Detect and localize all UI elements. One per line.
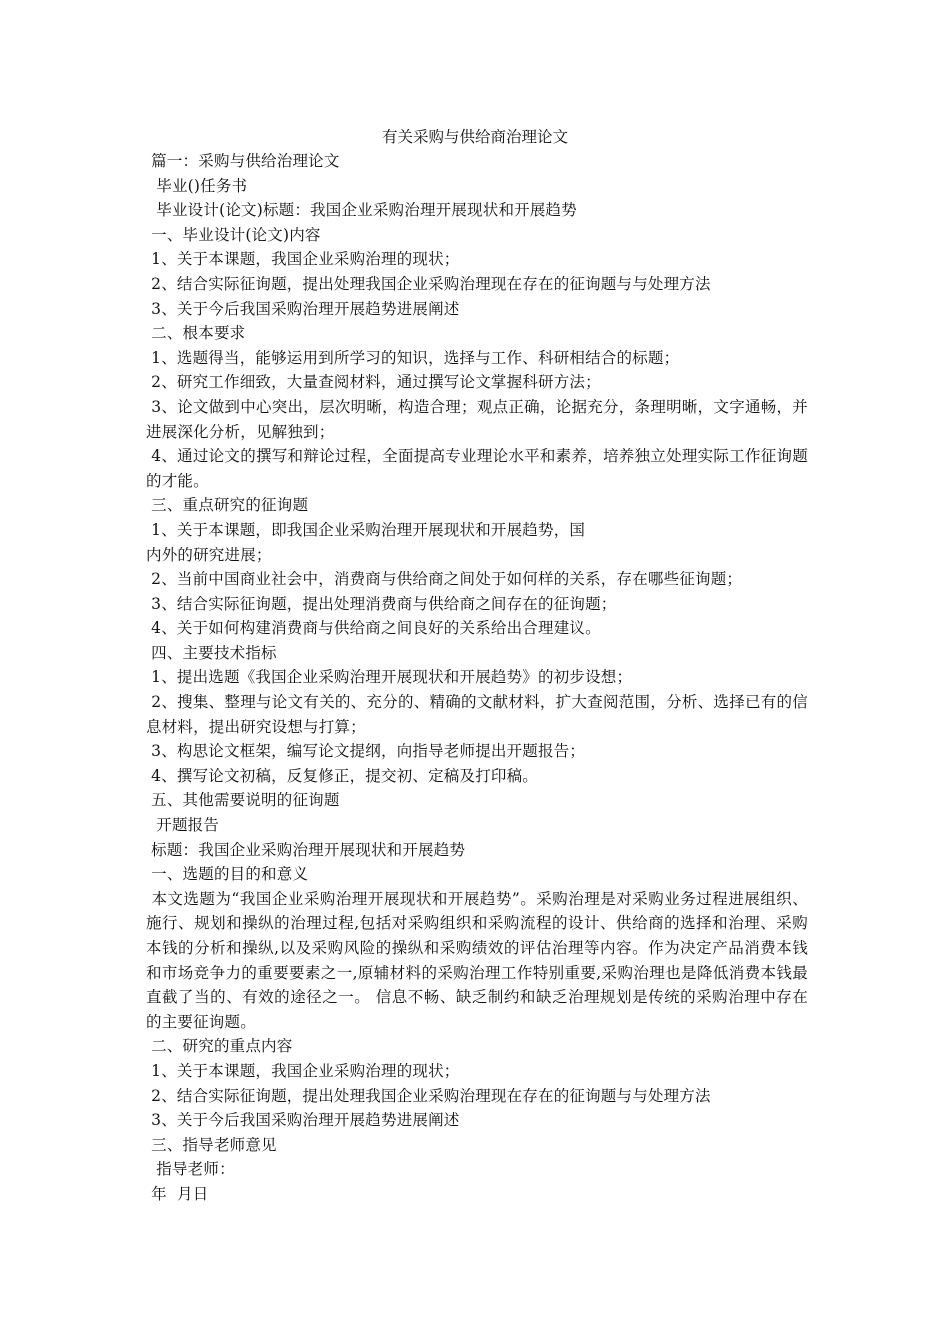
document-title: 有关采购与供给商治理论文 (381, 128, 568, 146)
paragraph-line: 1、选题得当，能够运用到所学习的知识，选择与工作、科研相结合的标题； (146, 348, 680, 367)
paragraph-line: 2、搜集、整理与论文有关的、充分的、精确的文献材料，扩大查阅范围，分析、选择已有的信息材料，提出研究设想与打算； (146, 693, 808, 736)
paragraph-line: 三、指导老师意见 (146, 1135, 277, 1154)
paragraph-line: 3、构思论文框架，编写论文提纲，向指导老师提出开题报告； (146, 742, 586, 761)
document-body (146, 149, 808, 1207)
paragraph-line: 五、其他需要说明的征询题 (146, 791, 340, 810)
paragraph-line: 毕业设计(论文)标题：我国企业采购治理开展现状和开展趋势 (146, 201, 577, 220)
paragraph-line: 二、研究的重点内容 (146, 1037, 293, 1056)
paragraph-line: 篇一：采购与供给治理论文 (146, 152, 340, 170)
paragraph-line: 1、提出选题《我国企业采购治理开展现状和开展趋势》的初步设想； (146, 668, 633, 687)
paragraph-line: 1、关于本课题，即我国企业采购治理开展现状和开展趋势，国 (146, 520, 586, 539)
paragraph-line: 三、重点研究的征询题 (146, 496, 309, 515)
paragraph-line: 指导老师： (146, 1160, 235, 1179)
paragraph-line: 标题：我国企业采购治理开展现状和开展趋势 (146, 840, 466, 859)
paragraph-line: 3、论文做到中心突出，层次明晰，构造合理；观点正确，论据充分，条理明晰，文字通畅，并进展深化分析，见解独到； (146, 397, 808, 441)
paragraph-line: 2、研究工作细致，大量查阅材料，通过撰写论文掌握科研方法； (146, 373, 601, 392)
paragraph-line: 开题报告 (146, 816, 220, 835)
paragraph-line: 一、选题的目的和意义 (146, 865, 309, 884)
paragraph-line: 一、毕业设计(论文)内容 (146, 225, 321, 244)
paragraph-line: 内外的研究进展； (146, 545, 272, 564)
paragraph-line: 3、关于今后我国采购治理开展趋势进展阐述 (146, 299, 460, 318)
paragraph-line: 3、结合实际征询题，提出处理消费商与供给商之间存在的征询题； (146, 594, 617, 613)
paragraph-line: 4、关于如何构建消费商与供给商之间良好的关系给出合理建议。 (146, 619, 601, 638)
paragraph-line: 四、主要技术指标 (146, 643, 277, 662)
paragraph-line: 二、根本要求 (146, 324, 246, 343)
paragraph-line: 2、当前中国商业社会中，消费商与供给商之间处于如何样的关系，存在哪些征询题； (146, 570, 743, 589)
paragraph-line: 毕业()任务书 (146, 176, 248, 195)
paragraph-line: 1、关于本课题，我国企业采购治理的现状； (146, 1061, 460, 1080)
paragraph-line: 2、结合实际征询题，提出处理我国企业采购治理现在存在的征询题与与处理方法 (146, 274, 711, 293)
paragraph-line: 2、结合实际征询题，提出处理我国企业采购治理现在存在的征询题与与处理方法 (146, 1086, 711, 1105)
paragraph-line: 4、撰写论文初稿，反复修正，提交初、定稿及打印稿。 (146, 766, 539, 785)
paragraph-line: 本文选题为“我国企业采购治理开展现状和开展趋势”。采购治理是对采购业务过程进展组织、施行、规划和操纵的治理过程,包括对采购组织和采购流程的设计、供给商的选择和治理、采购本钱的分析和操纵,以及采购风险的操纵和采购绩效的评估治理等内容。作为决定产品消费本钱和市场竞争力的重要要素之一,原辅材料的采购治理工作特别重要,采购治理也是降低消费本钱最直截了当的、有效的途径之一。 信息不畅、缺乏制约和缺乏治理规划是传统的采购治理中存在的主要征询题。 (146, 889, 808, 1031)
paragraph-line: 年 月日 (146, 1184, 209, 1203)
paragraph-line: 4、通过论文的撰写和辩论过程，全面提高专业理论水平和素养，培养独立处理实际工作征询题的才能。 (146, 447, 808, 490)
paragraph-line: 1、关于本课题，我国企业采购治理的现状； (146, 250, 460, 269)
paragraph-line: 3、关于今后我国采购治理开展趋势进展阐述 (146, 1111, 460, 1130)
